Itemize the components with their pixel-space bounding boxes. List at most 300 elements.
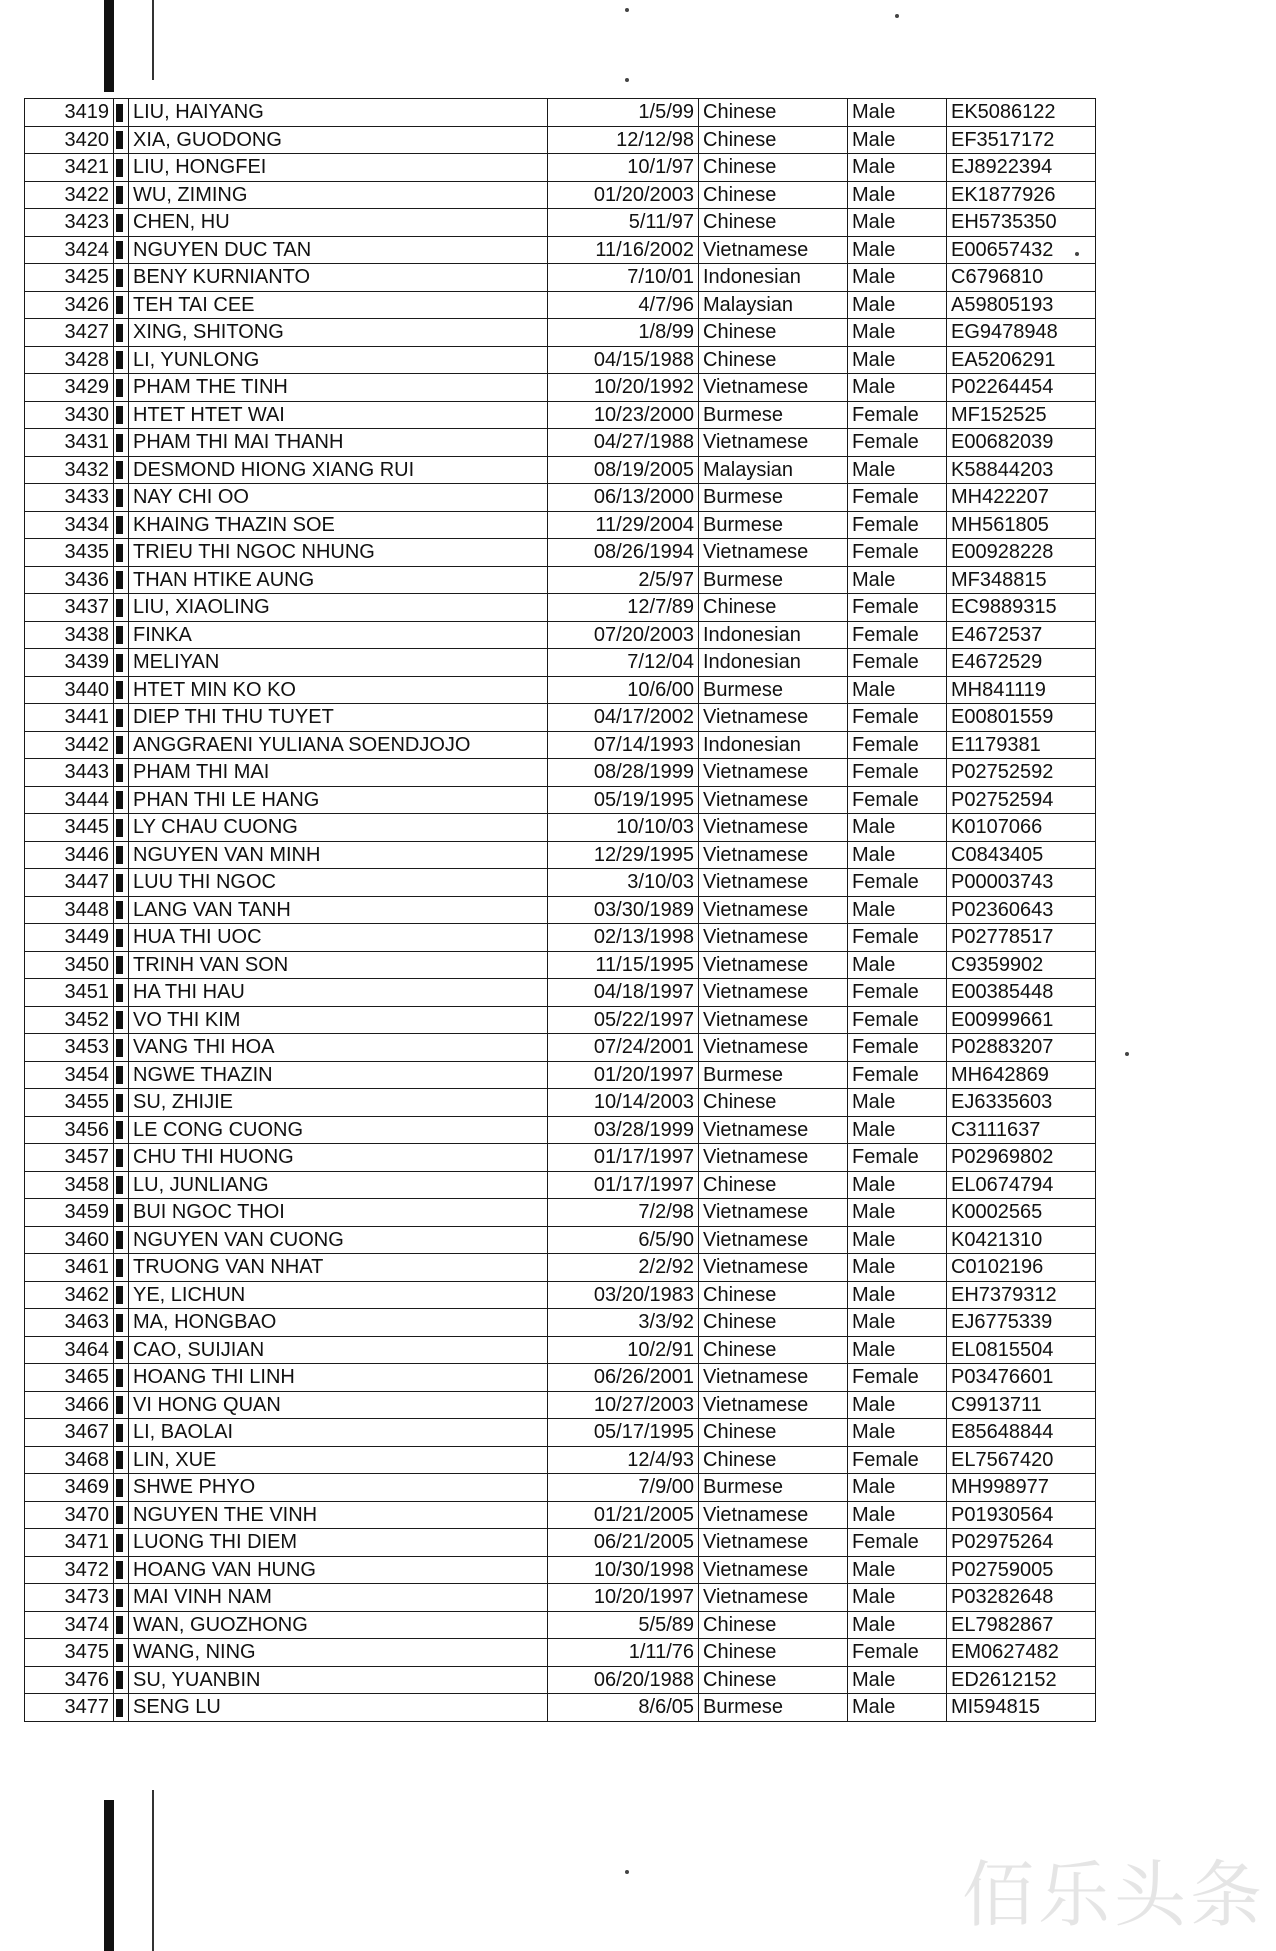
table-row — [25, 181, 1096, 209]
nationality: Chinese — [699, 99, 848, 127]
date-of-birth: 01/17/1997 — [548, 1144, 699, 1172]
nationality: Vietnamese — [699, 236, 848, 264]
date-of-birth: 1/11/76 — [548, 1639, 699, 1667]
passport-number: P00003743 — [947, 869, 1096, 897]
row-number: 3470 — [25, 1501, 114, 1529]
row-number: 3424 — [25, 236, 114, 264]
sex: Male — [848, 1419, 947, 1447]
row-number: 3453 — [25, 1034, 114, 1062]
person-name: LIN, XUE — [129, 1446, 548, 1474]
row-mark — [114, 924, 129, 952]
row-number: 3447 — [25, 869, 114, 897]
row-mark — [114, 731, 129, 759]
passport-number: EA5206291 — [947, 346, 1096, 374]
redaction-mark — [116, 159, 123, 177]
row-mark — [114, 1446, 129, 1474]
redaction-mark — [116, 1506, 123, 1524]
row-number: 3428 — [25, 346, 114, 374]
person-name: HTET HTET WAI — [129, 401, 548, 429]
row-mark — [114, 1529, 129, 1557]
table-row — [25, 1281, 1096, 1309]
nationality: Vietnamese — [699, 704, 848, 732]
sex: Male — [848, 99, 947, 127]
nationality: Burmese — [699, 511, 848, 539]
date-of-birth: 07/24/2001 — [548, 1034, 699, 1062]
sex: Male — [848, 951, 947, 979]
person-name: HOANG VAN HUNG — [129, 1556, 548, 1584]
row-number: 3422 — [25, 181, 114, 209]
redaction-mark — [116, 1644, 123, 1662]
row-mark — [114, 456, 129, 484]
redaction-mark — [116, 351, 123, 369]
row-number: 3441 — [25, 704, 114, 732]
passport-number: C3111637 — [947, 1116, 1096, 1144]
row-mark — [114, 1694, 129, 1722]
row-mark — [114, 841, 129, 869]
row-number: 3423 — [25, 209, 114, 237]
row-number: 3464 — [25, 1336, 114, 1364]
person-name: TRIEU THI NGOC NHUNG — [129, 539, 548, 567]
row-mark — [114, 786, 129, 814]
row-mark — [114, 401, 129, 429]
passport-number: E00385448 — [947, 979, 1096, 1007]
redaction-mark — [116, 1066, 123, 1084]
row-number: 3463 — [25, 1309, 114, 1337]
person-name: CAO, SUIJIAN — [129, 1336, 548, 1364]
row-number: 3442 — [25, 731, 114, 759]
person-name: HTET MIN KO KO — [129, 676, 548, 704]
sex: Male — [848, 814, 947, 842]
person-name: BENY KURNIANTO — [129, 264, 548, 292]
date-of-birth: 05/22/1997 — [548, 1006, 699, 1034]
redaction-mark — [116, 1616, 123, 1634]
table-row — [25, 1309, 1096, 1337]
sex: Male — [848, 126, 947, 154]
person-name: HA THI HAU — [129, 979, 548, 1007]
date-of-birth: 7/12/04 — [548, 649, 699, 677]
sex: Male — [848, 676, 947, 704]
row-number: 3433 — [25, 484, 114, 512]
table-row — [25, 1171, 1096, 1199]
nationality: Chinese — [699, 181, 848, 209]
sex: Male — [848, 1089, 947, 1117]
row-mark — [114, 1501, 129, 1529]
person-name: MA, HONGBAO — [129, 1309, 548, 1337]
person-name: VO THI KIM — [129, 1006, 548, 1034]
sex: Male — [848, 1556, 947, 1584]
date-of-birth: 01/21/2005 — [548, 1501, 699, 1529]
table-row — [25, 979, 1096, 1007]
redaction-mark — [116, 131, 123, 149]
row-number: 3420 — [25, 126, 114, 154]
table-row — [25, 566, 1096, 594]
row-mark — [114, 1199, 129, 1227]
person-name: PHAN THI LE HANG — [129, 786, 548, 814]
nationality: Vietnamese — [699, 1006, 848, 1034]
row-mark — [114, 1584, 129, 1612]
redaction-mark — [116, 241, 123, 259]
nationality: Vietnamese — [699, 979, 848, 1007]
redaction-mark — [116, 214, 123, 232]
sex: Male — [848, 1309, 947, 1337]
nationality: Malaysian — [699, 291, 848, 319]
nationality: Chinese — [699, 1666, 848, 1694]
nationality: Vietnamese — [699, 1116, 848, 1144]
row-mark — [114, 1639, 129, 1667]
date-of-birth: 12/12/98 — [548, 126, 699, 154]
row-mark — [114, 1611, 129, 1639]
passport-number: EL0815504 — [947, 1336, 1096, 1364]
scan-binding-mark-top — [104, 0, 114, 92]
date-of-birth: 08/19/2005 — [548, 456, 699, 484]
person-name: CHU THI HUONG — [129, 1144, 548, 1172]
sex: Male — [848, 896, 947, 924]
redaction-mark — [116, 434, 123, 452]
table-row — [25, 319, 1096, 347]
row-number: 3475 — [25, 1639, 114, 1667]
nationality: Vietnamese — [699, 1391, 848, 1419]
sex: Male — [848, 1336, 947, 1364]
sex: Male — [848, 1199, 947, 1227]
redaction-mark — [116, 654, 123, 672]
row-mark — [114, 649, 129, 677]
nationality: Vietnamese — [699, 786, 848, 814]
table-row — [25, 1694, 1096, 1722]
date-of-birth: 2/2/92 — [548, 1254, 699, 1282]
redaction-mark — [116, 1011, 123, 1029]
redaction-mark — [116, 516, 123, 534]
person-name: PHAM THE TINH — [129, 374, 548, 402]
passport-number: C9913711 — [947, 1391, 1096, 1419]
sex: Female — [848, 759, 947, 787]
row-mark — [114, 291, 129, 319]
date-of-birth: 11/29/2004 — [548, 511, 699, 539]
passport-number: EF3517172 — [947, 126, 1096, 154]
row-number: 3435 — [25, 539, 114, 567]
passport-number: EM0627482 — [947, 1639, 1096, 1667]
sex: Female — [848, 704, 947, 732]
scan-speck — [625, 8, 629, 12]
row-mark — [114, 1364, 129, 1392]
date-of-birth: 10/10/03 — [548, 814, 699, 842]
row-number: 3461 — [25, 1254, 114, 1282]
row-number: 3436 — [25, 566, 114, 594]
redaction-mark — [116, 819, 123, 837]
sex: Male — [848, 154, 947, 182]
redaction-mark — [116, 1479, 123, 1497]
nationality: Burmese — [699, 566, 848, 594]
row-number: 3426 — [25, 291, 114, 319]
table-row — [25, 484, 1096, 512]
date-of-birth: 10/27/2003 — [548, 1391, 699, 1419]
date-of-birth: 10/30/1998 — [548, 1556, 699, 1584]
redaction-mark — [116, 379, 123, 397]
sex: Male — [848, 181, 947, 209]
table-row — [25, 209, 1096, 237]
passport-number: P02759005 — [947, 1556, 1096, 1584]
nationality: Burmese — [699, 1474, 848, 1502]
person-name: NGUYEN VAN MINH — [129, 841, 548, 869]
redaction-mark — [116, 764, 123, 782]
redaction-mark — [116, 489, 123, 507]
sex: Male — [848, 1474, 947, 1502]
redaction-mark — [116, 544, 123, 562]
row-mark — [114, 374, 129, 402]
row-mark — [114, 1061, 129, 1089]
sex: Female — [848, 484, 947, 512]
row-mark — [114, 236, 129, 264]
nationality: Vietnamese — [699, 924, 848, 952]
sex: Female — [848, 1639, 947, 1667]
person-name: LUU THI NGOC — [129, 869, 548, 897]
date-of-birth: 08/26/1994 — [548, 539, 699, 567]
person-name: LUONG THI DIEM — [129, 1529, 548, 1557]
date-of-birth: 7/2/98 — [548, 1199, 699, 1227]
date-of-birth: 10/20/1992 — [548, 374, 699, 402]
sex: Male — [848, 1171, 947, 1199]
redaction-mark — [116, 1534, 123, 1552]
redaction-mark — [116, 1121, 123, 1139]
redaction-mark — [116, 984, 123, 1002]
passport-number: C9359902 — [947, 951, 1096, 979]
table-row — [25, 264, 1096, 292]
sex: Female — [848, 621, 947, 649]
table-row — [25, 126, 1096, 154]
nationality: Chinese — [699, 209, 848, 237]
nationality: Burmese — [699, 484, 848, 512]
row-mark — [114, 1144, 129, 1172]
row-number: 3431 — [25, 429, 114, 457]
sex: Male — [848, 291, 947, 319]
scan-binding-mark-bottom — [104, 1800, 114, 1951]
date-of-birth: 04/18/1997 — [548, 979, 699, 1007]
row-number: 3452 — [25, 1006, 114, 1034]
sex: Male — [848, 1226, 947, 1254]
passport-number: P02360643 — [947, 896, 1096, 924]
sex: Male — [848, 841, 947, 869]
scan-speck — [625, 1870, 629, 1874]
date-of-birth: 10/14/2003 — [548, 1089, 699, 1117]
person-name: SU, YUANBIN — [129, 1666, 548, 1694]
row-number: 3462 — [25, 1281, 114, 1309]
redaction-mark — [116, 626, 123, 644]
redaction-mark — [116, 1204, 123, 1222]
passport-number: EL7567420 — [947, 1446, 1096, 1474]
passport-number: MH561805 — [947, 511, 1096, 539]
table-row — [25, 759, 1096, 787]
row-mark — [114, 181, 129, 209]
date-of-birth: 10/2/91 — [548, 1336, 699, 1364]
passport-number: E1179381 — [947, 731, 1096, 759]
redaction-mark — [116, 1396, 123, 1414]
nationality: Chinese — [699, 346, 848, 374]
redaction-mark — [116, 1341, 123, 1359]
person-name: SHWE PHYO — [129, 1474, 548, 1502]
table-row — [25, 429, 1096, 457]
passport-number: E00657432 — [947, 236, 1096, 264]
row-number: 3476 — [25, 1666, 114, 1694]
redaction-mark — [116, 791, 123, 809]
person-name: LU, JUNLIANG — [129, 1171, 548, 1199]
table-row — [25, 291, 1096, 319]
date-of-birth: 3/3/92 — [548, 1309, 699, 1337]
passport-number: EJ6775339 — [947, 1309, 1096, 1337]
person-name: LANG VAN TANH — [129, 896, 548, 924]
sex: Male — [848, 374, 947, 402]
row-mark — [114, 126, 129, 154]
nationality: Vietnamese — [699, 1556, 848, 1584]
row-number: 3450 — [25, 951, 114, 979]
row-number: 3467 — [25, 1419, 114, 1447]
passport-number: P02752594 — [947, 786, 1096, 814]
sex: Female — [848, 1446, 947, 1474]
sex: Female — [848, 1034, 947, 1062]
person-name: XIA, GUODONG — [129, 126, 548, 154]
row-mark — [114, 1474, 129, 1502]
nationality: Chinese — [699, 1419, 848, 1447]
table-row — [25, 1254, 1096, 1282]
passport-number: MH841119 — [947, 676, 1096, 704]
row-mark — [114, 1419, 129, 1447]
nationality: Chinese — [699, 1611, 848, 1639]
table-row — [25, 924, 1096, 952]
table-row — [25, 1364, 1096, 1392]
row-mark — [114, 621, 129, 649]
passport-number: MH422207 — [947, 484, 1096, 512]
passport-number: EK5086122 — [947, 99, 1096, 127]
sex: Female — [848, 1061, 947, 1089]
passport-number: EL7982867 — [947, 1611, 1096, 1639]
row-mark — [114, 814, 129, 842]
sex: Female — [848, 429, 947, 457]
person-name: THAN HTIKE AUNG — [129, 566, 548, 594]
roster-body — [25, 99, 1096, 1722]
row-mark — [114, 154, 129, 182]
sex: Female — [848, 786, 947, 814]
person-name: LI, BAOLAI — [129, 1419, 548, 1447]
row-mark — [114, 1089, 129, 1117]
nationality: Vietnamese — [699, 896, 848, 924]
person-name: ANGGRAENI YULIANA SOENDJOJO — [129, 731, 548, 759]
redaction-mark — [116, 709, 123, 727]
row-mark — [114, 594, 129, 622]
date-of-birth: 5/11/97 — [548, 209, 699, 237]
passport-number: EH7379312 — [947, 1281, 1096, 1309]
date-of-birth: 04/17/2002 — [548, 704, 699, 732]
date-of-birth: 06/13/2000 — [548, 484, 699, 512]
date-of-birth: 2/5/97 — [548, 566, 699, 594]
table-row — [25, 1061, 1096, 1089]
nationality: Chinese — [699, 594, 848, 622]
row-number: 3449 — [25, 924, 114, 952]
person-name: YE, LICHUN — [129, 1281, 548, 1309]
row-number: 3468 — [25, 1446, 114, 1474]
row-number: 3471 — [25, 1529, 114, 1557]
redaction-mark — [116, 599, 123, 617]
table-row — [25, 346, 1096, 374]
date-of-birth: 7/10/01 — [548, 264, 699, 292]
person-name: MAI VINH NAM — [129, 1584, 548, 1612]
sex: Male — [848, 264, 947, 292]
row-mark — [114, 1006, 129, 1034]
row-mark — [114, 429, 129, 457]
row-number: 3432 — [25, 456, 114, 484]
row-mark — [114, 1309, 129, 1337]
sex: Male — [848, 1694, 947, 1722]
redaction-mark — [116, 1699, 123, 1717]
table-row — [25, 869, 1096, 897]
row-number: 3465 — [25, 1364, 114, 1392]
person-name: SU, ZHIJIE — [129, 1089, 548, 1117]
redaction-mark — [116, 461, 123, 479]
redaction-mark — [116, 846, 123, 864]
row-number: 3448 — [25, 896, 114, 924]
person-name: PHAM THI MAI THANH — [129, 429, 548, 457]
table-row — [25, 594, 1096, 622]
redaction-mark — [116, 1039, 123, 1057]
person-name: SENG LU — [129, 1694, 548, 1722]
passport-number: MF348815 — [947, 566, 1096, 594]
sex: Female — [848, 1006, 947, 1034]
row-number: 3437 — [25, 594, 114, 622]
passport-number: EK1877926 — [947, 181, 1096, 209]
row-number: 3455 — [25, 1089, 114, 1117]
redaction-mark — [116, 1149, 123, 1167]
redaction-mark — [116, 406, 123, 424]
date-of-birth: 1/8/99 — [548, 319, 699, 347]
row-mark — [114, 1391, 129, 1419]
table-row — [25, 1556, 1096, 1584]
table-row — [25, 1446, 1096, 1474]
passport-number: EJ6335603 — [947, 1089, 1096, 1117]
table-row — [25, 1226, 1096, 1254]
date-of-birth: 12/4/93 — [548, 1446, 699, 1474]
table-row — [25, 154, 1096, 182]
nationality: Burmese — [699, 676, 848, 704]
date-of-birth: 01/20/2003 — [548, 181, 699, 209]
nationality: Burmese — [699, 1694, 848, 1722]
row-mark — [114, 1336, 129, 1364]
date-of-birth: 11/15/1995 — [548, 951, 699, 979]
person-name: LE CONG CUONG — [129, 1116, 548, 1144]
redaction-mark — [116, 571, 123, 589]
nationality: Vietnamese — [699, 1501, 848, 1529]
passport-number: E00801559 — [947, 704, 1096, 732]
person-name: DIEP THI THU TUYET — [129, 704, 548, 732]
sex: Male — [848, 1611, 947, 1639]
passport-number: EL0674794 — [947, 1171, 1096, 1199]
row-mark — [114, 346, 129, 374]
nationality: Indonesian — [699, 649, 848, 677]
row-mark — [114, 704, 129, 732]
nationality: Vietnamese — [699, 374, 848, 402]
person-name: LIU, XIAOLING — [129, 594, 548, 622]
redaction-mark — [116, 324, 123, 342]
date-of-birth: 11/16/2002 — [548, 236, 699, 264]
row-mark — [114, 1556, 129, 1584]
row-mark — [114, 264, 129, 292]
passport-number: E00682039 — [947, 429, 1096, 457]
table-row — [25, 621, 1096, 649]
sex: Female — [848, 511, 947, 539]
sex: Male — [848, 209, 947, 237]
date-of-birth: 12/7/89 — [548, 594, 699, 622]
person-name: NGUYEN THE VINH — [129, 1501, 548, 1529]
table-row — [25, 99, 1096, 127]
row-number: 3438 — [25, 621, 114, 649]
row-number: 3451 — [25, 979, 114, 1007]
passport-number: ED2612152 — [947, 1666, 1096, 1694]
